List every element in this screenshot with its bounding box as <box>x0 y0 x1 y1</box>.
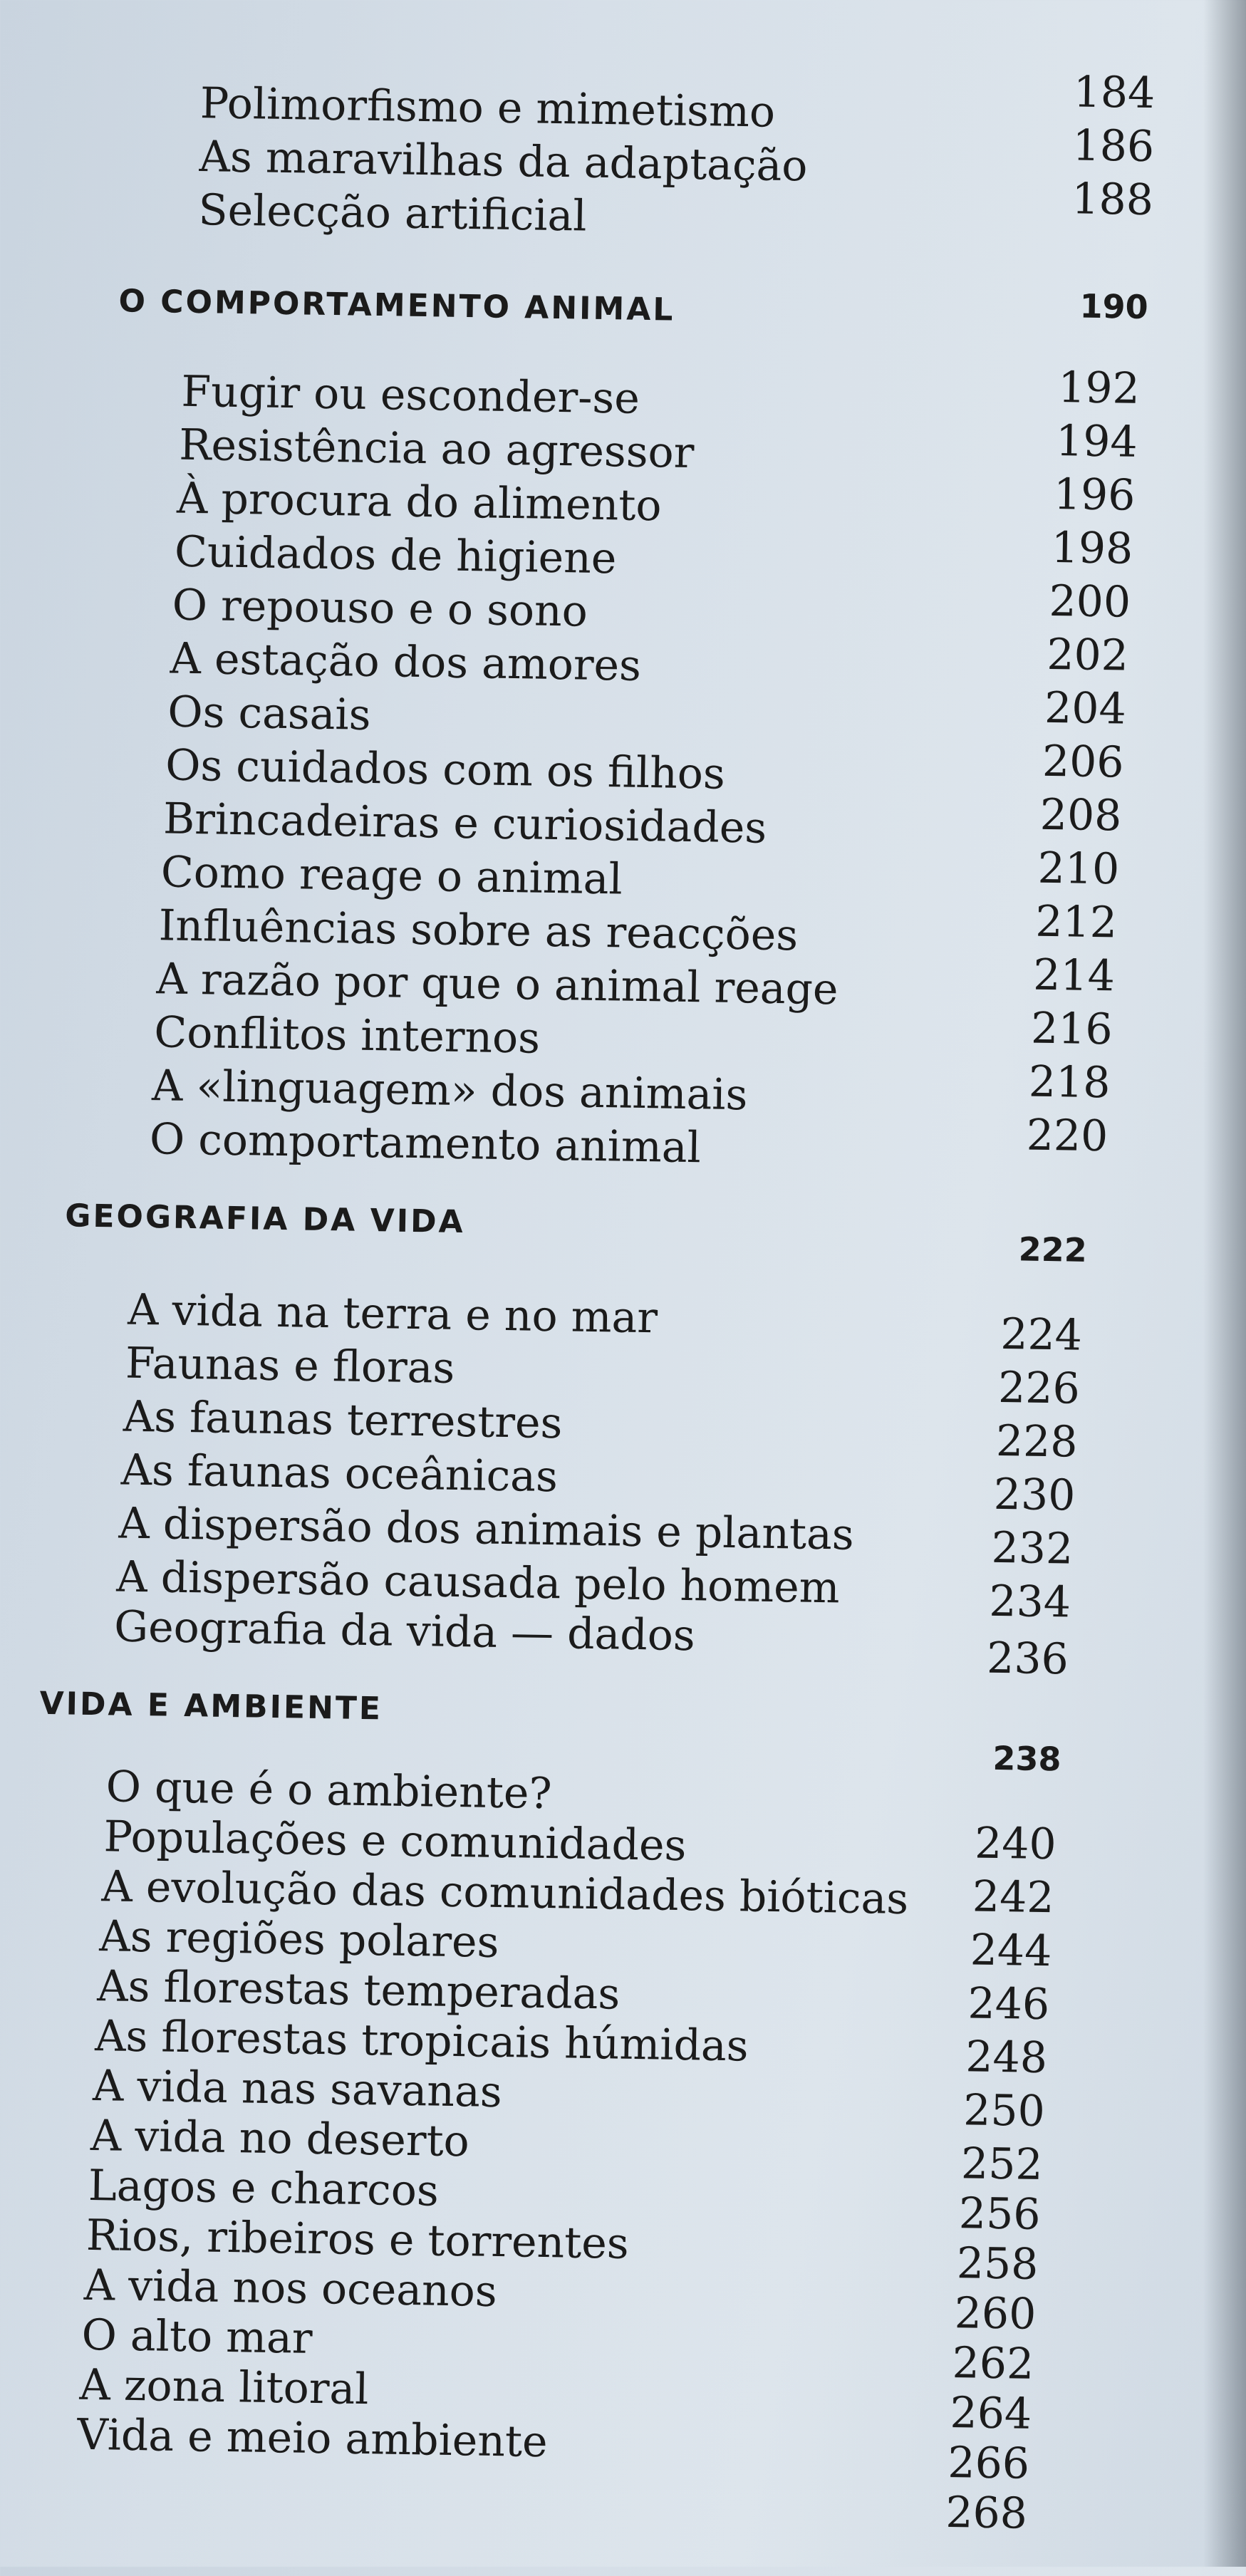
section-heading: VIDA E AMBIENTE <box>39 1685 383 1728</box>
section-heading-page: 222 <box>1018 1230 1088 1269</box>
toc-entry-page: 194 <box>1055 416 1138 467</box>
toc-entry-page: 228 <box>995 1416 1079 1468</box>
toc-entry-title: A vida na terra e no mar <box>127 1284 658 1344</box>
toc-entry-page: 200 <box>1049 576 1131 628</box>
toc-entry-page: 260 <box>954 2288 1037 2339</box>
toc-entry-page: 242 <box>972 1871 1055 1923</box>
toc-entry-title: As florestas temperadas <box>96 1961 621 2020</box>
toc-entry-title: Resistência ao agressor <box>178 420 695 479</box>
toc-entry-title: A razão por que o animal reage <box>156 954 839 1015</box>
toc-entry-title: A «linguagem» dos animais <box>151 1061 748 1121</box>
toc-entry-page: 224 <box>1000 1309 1083 1361</box>
section-heading: GEOGRAFIA DA VIDA <box>64 1198 466 1241</box>
toc-entry-title: Como reage o animal <box>160 847 623 905</box>
toc-entry-title: Os casais <box>167 687 371 740</box>
toc-entry-title: A estação dos amores <box>170 633 642 691</box>
toc-entry-title: Polimorfismo e mimetismo <box>199 78 776 137</box>
toc-entry-page: 192 <box>1057 363 1141 414</box>
toc-entry-page: 208 <box>1039 789 1122 841</box>
toc-entry-title: Fugir ou esconder-se <box>181 366 640 424</box>
toc-entry-page: 204 <box>1044 682 1127 734</box>
toc-entry-page: 206 <box>1042 736 1125 788</box>
toc-entry-page: 196 <box>1053 469 1136 521</box>
toc-entry-title: Influências sobre as reacções <box>158 900 799 961</box>
toc-entry-page: 214 <box>1032 950 1116 1002</box>
toc-entry-page: 218 <box>1028 1056 1111 1108</box>
toc-entry-page: 188 <box>1071 174 1154 226</box>
toc-entry-page: 246 <box>967 1978 1050 2030</box>
toc-entry-title: Faunas e floras <box>125 1338 455 1393</box>
toc-entry-title: O comportamento animal <box>149 1114 702 1173</box>
toc-entry-page: 216 <box>1030 1003 1113 1055</box>
toc-entry-page: 186 <box>1072 120 1155 172</box>
toc-entry-page: 266 <box>947 2437 1030 2489</box>
toc-entry-title: As regiões polares <box>98 1911 499 1968</box>
toc-entry-page: 248 <box>965 2032 1048 2084</box>
toc-entry-page: 184 <box>1073 67 1156 119</box>
toc-entry-title: Os cuidados com os filhos <box>165 740 726 799</box>
toc-entry-page: 252 <box>960 2139 1044 2191</box>
toc-entry-title: À procura do alimento <box>176 473 663 531</box>
toc-entry-title: A evolução das comunidades bióticas <box>101 1861 909 1924</box>
toc-entry-page: 226 <box>997 1362 1081 1414</box>
toc-entry-page: 264 <box>950 2388 1032 2439</box>
toc-entry-title: As faunas terrestres <box>123 1391 563 1449</box>
toc-entry-title: A dispersão causada pelo homem <box>115 1552 841 1614</box>
toc-entry-title: A zona litoral <box>79 2359 369 2415</box>
toc-entry-page: 230 <box>993 1469 1076 1521</box>
toc-entry-page: 202 <box>1046 629 1129 681</box>
toc-entry-page: 256 <box>958 2188 1042 2240</box>
toc-entry-page: 198 <box>1051 522 1133 574</box>
page-edge-shadow <box>1203 0 1246 2567</box>
toc-entry-title: Vida e meio ambiente <box>76 2409 549 2468</box>
toc-entry-title: As florestas tropicais húmidas <box>94 2011 749 2072</box>
toc-entry-title: Selecção artificial <box>198 185 588 242</box>
toc-entry-title: Geografia da vida — dados <box>113 1601 696 1661</box>
toc-entry-title: A dispersão dos animais e plantas <box>118 1498 855 1560</box>
toc-entry-page: 220 <box>1026 1110 1109 1162</box>
toc-entry-title: As maravilhas da adaptação <box>199 132 809 192</box>
toc-entry-title: A vida no deserto <box>90 2111 470 2167</box>
toc-entry-page: 268 <box>945 2487 1028 2539</box>
section-heading-page: 238 <box>992 1738 1061 1779</box>
toc-entry-page: 232 <box>991 1522 1074 1574</box>
toc-entry-title: As faunas oceânicas <box>120 1445 559 1502</box>
toc-entry-page: 234 <box>988 1576 1071 1628</box>
toc-entry-title: O alto mar <box>81 2310 313 2364</box>
toc-entry-page: 244 <box>970 1925 1052 1977</box>
toc-entry-title: Cuidados de higiene <box>174 526 617 584</box>
section-heading-page: 190 <box>1079 286 1149 327</box>
toc-entry-title: Brincadeiras e curiosidades <box>162 794 767 853</box>
toc-entry-title: A vida nos oceanos <box>83 2260 498 2317</box>
toc-entry-title: Rios, ribeiros e torrentes <box>85 2210 630 2269</box>
toc-entry-title: O repouso e o sono <box>172 580 588 637</box>
toc-entry-title: Lagos e charcos <box>88 2160 440 2216</box>
toc-entry-title: Populações e comunidades <box>103 1812 687 1871</box>
toc-section-top <box>20 0 1246 242</box>
toc-entry-page: 212 <box>1034 896 1118 948</box>
toc-entry-page: 240 <box>974 1818 1057 1870</box>
toc-entry-page: 258 <box>956 2238 1039 2290</box>
toc-entry-page: 262 <box>952 2338 1034 2389</box>
toc-entry-title: O que é o ambiente? <box>105 1762 553 1819</box>
toc-entry-title: A vida nas savanas <box>92 2061 503 2118</box>
section-heading: O COMPORTAMENTO ANIMAL <box>118 283 675 328</box>
toc-entry-page: 250 <box>962 2085 1046 2137</box>
toc-entry-page: 236 <box>986 1633 1069 1685</box>
toc-entry-page: 210 <box>1037 843 1120 895</box>
toc-entry-title: Conflitos internos <box>153 1007 541 1064</box>
